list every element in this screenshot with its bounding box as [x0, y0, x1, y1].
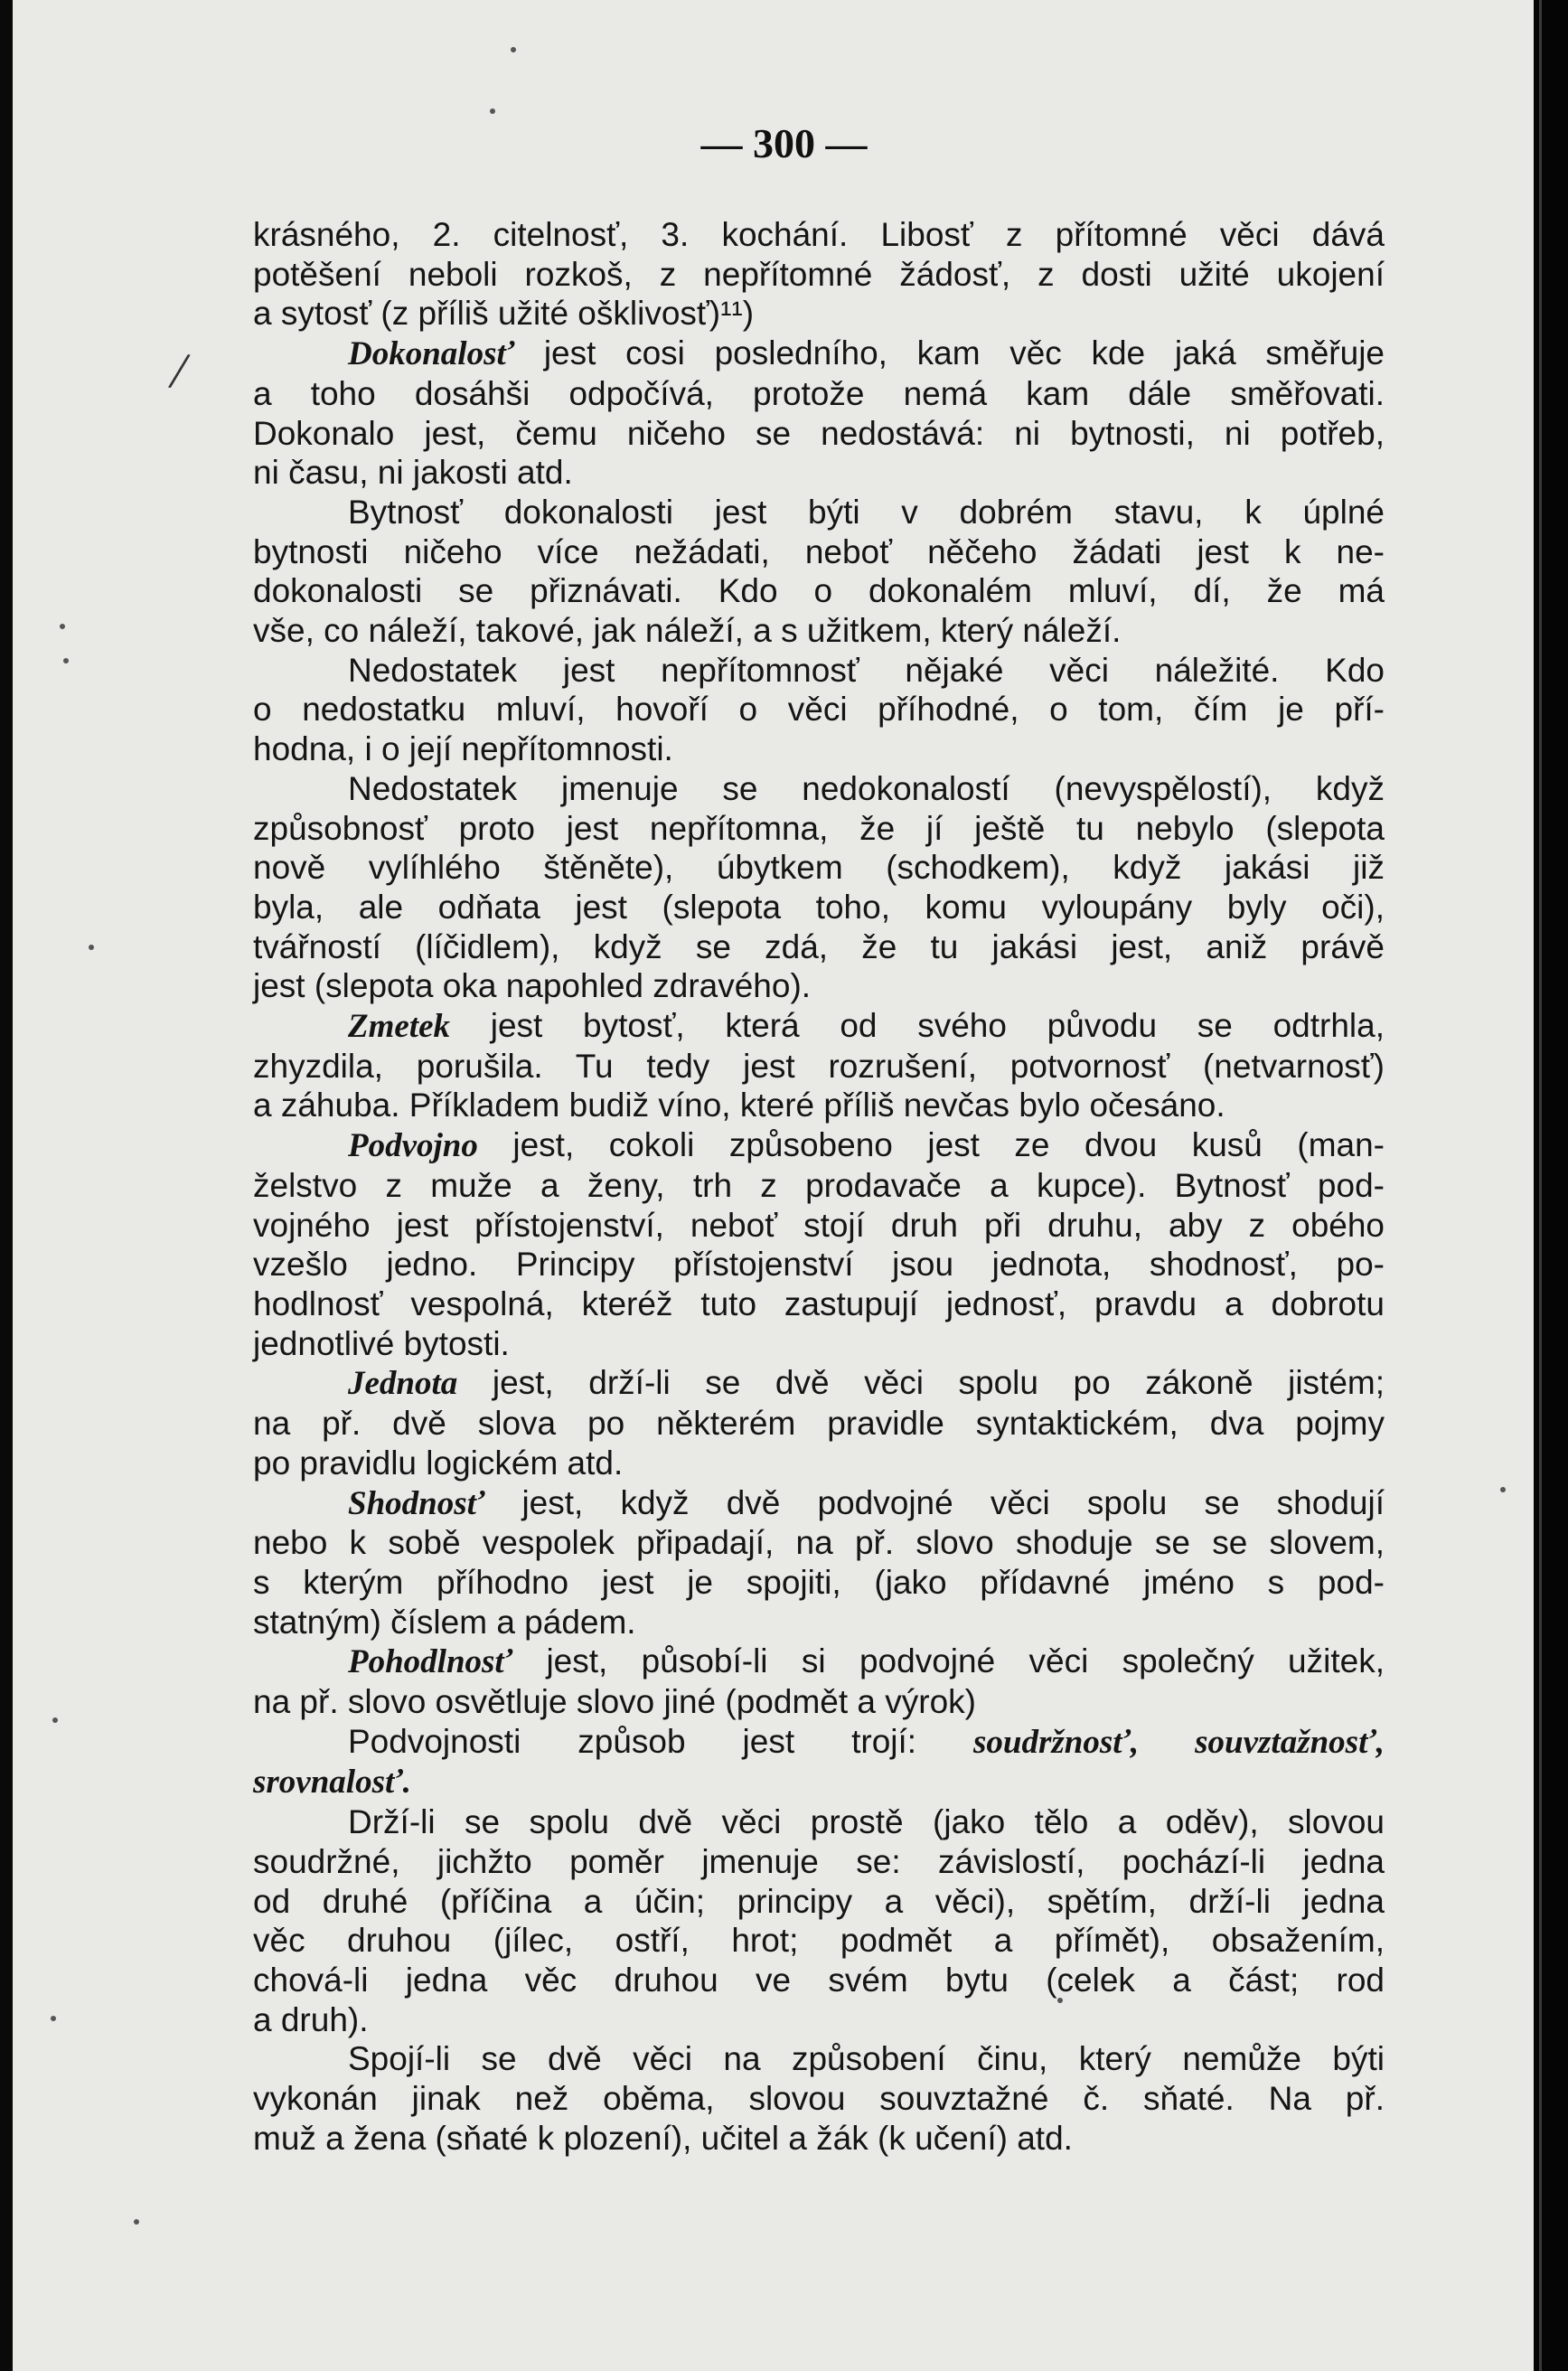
text-line [253, 1006, 1385, 1047]
line-text: ni času, ni jakosti atd. [253, 454, 573, 492]
line-text: jest, když dvě podvojné věci spolu se shodují [484, 1483, 1385, 1521]
text-line [253, 571, 1385, 611]
text-line [253, 1166, 1385, 1206]
line-text: s kterým příhodno jest je spojiti, (jako přídavné jméno s pod- [253, 1563, 1385, 1601]
line-text: jest, drží-li se dvě věci spolu po zákoně jistém; [457, 1364, 1385, 1402]
line-text: Podvojnosti způsob jest trojí: [348, 1722, 974, 1760]
text-line [253, 729, 1385, 769]
text-line [253, 1882, 1385, 1922]
text-line [253, 966, 1385, 1006]
text-line [253, 215, 1385, 255]
line-text: a toho dosáhši odpočívá, protože nemá kam dále směřovati. [253, 374, 1385, 412]
line-text: byla, ale odňata jest (slepota toho, komu vyloupány byly oči), [253, 888, 1385, 926]
text-line [253, 414, 1385, 454]
italic-term: Pohodlnosť [348, 1643, 513, 1681]
text-line [253, 888, 1385, 927]
line-text: způsobnosť proto jest nepřítomna, že jí ještě tu nebylo (slepota [253, 809, 1385, 847]
line-text: na př. dvě slova po některém pravidle syntaktickém, dva pojmy [253, 1405, 1385, 1443]
line-text: o nedostatku mluví, hovoří o věci příhodné, o tom, čím je pří- [253, 691, 1385, 729]
page-number: — 300 — [700, 120, 868, 166]
text-line [253, 1324, 1385, 1364]
text-line [253, 1444, 1385, 1483]
speck [63, 658, 69, 663]
line-text: Drží-li se spolu dvě věci prostě (jako tělo a oděv), slovou [348, 1803, 1385, 1841]
line-text: Nedostatek jmenuje se nedokonalostí (nevyspělostí), když [348, 769, 1385, 807]
line-text: na př. slovo osvětluje slovo jiné (podmět a výrok) [253, 1683, 976, 1721]
line-text: bytnosti ničeho více nežádati, neboť něčeho žádati jest k ne- [253, 532, 1385, 570]
text-line [253, 611, 1385, 651]
text-line [253, 1245, 1385, 1284]
line-text: krásného, 2. citelnosť, 3. kochání. Libosť z přítomné věci dává [253, 216, 1385, 253]
text-line [253, 1642, 1385, 1682]
line-text: statným) číslem a pádem. [253, 1603, 636, 1641]
text-line [253, 1722, 1385, 1763]
text-line [253, 651, 1385, 691]
speck [60, 624, 65, 629]
line-text: jednotlivé bytosti. [253, 1324, 510, 1362]
line-text: vykonán jinak než oběma, slovou souvztažné č. sňaté. Na př. [253, 2080, 1385, 2118]
italic-term: srovnalosť. [253, 1764, 411, 1802]
line-text: a druh). [253, 2000, 369, 2038]
text-line [253, 1842, 1385, 1882]
line-text: po pravidlu logickém atd. [253, 1444, 624, 1482]
line-text: Spojí-li se dvě věci na způsobení činu, který nemůže býti [348, 2040, 1385, 2078]
line-text: Dokonalo jest, čemu ničeho se nedostává: ni bytnosti, ni potřeb, [253, 414, 1385, 452]
italic-term: Jednota [348, 1365, 458, 1403]
italic-term: Dokonalosť [348, 335, 515, 373]
line-text: dokonalosti se přiznávati. Kdo o dokonalém mluví, dí, že má [253, 572, 1385, 610]
text-line [253, 1284, 1385, 1324]
text-line [253, 1125, 1385, 1166]
text-line [253, 1483, 1385, 1524]
italic-term: Zmetek [348, 1008, 451, 1046]
text-line [253, 1206, 1385, 1246]
text-line [253, 1802, 1385, 1842]
scan-edge [1534, 0, 1568, 2371]
line-text: chová-li jedna věc druhou ve svém bytu (celek a část; rod [253, 1961, 1385, 1999]
line-text: potěšení neboli rozkoš, z nepřítomné žádosť, z dosti užité ukojení [253, 255, 1385, 293]
text-line [253, 2119, 1385, 2159]
line-text: tvářností (líčidlem), když se zdá, že tu jakási jest, aniž právě [253, 927, 1385, 965]
text-line [253, 1762, 1385, 1802]
line-text: od druhé (příčina a účin; principy a věci), spětím, drží-li jedna [253, 1882, 1385, 1920]
text-line [253, 2000, 1385, 2040]
italic-term: Shodnosť [348, 1484, 485, 1522]
text-line [253, 848, 1385, 888]
line-text: hodlnosť vespolná, kteréž tuto zastupují jednosť, pravdu a dobrotu [253, 1284, 1385, 1322]
text-line [253, 809, 1385, 849]
line-text: vše, co náleží, takové, jak náleží, a s užitkem, který náleží. [253, 612, 1122, 650]
text-line [253, 1047, 1385, 1087]
text-line [253, 334, 1385, 374]
text-line [253, 1363, 1385, 1404]
line-text: zhyzdila, porušila. Tu tedy jest rozrušení, potvornosť (netvarnosť) [253, 1047, 1385, 1085]
line-text: jest, cokoli způsobeno jest ze dvou kusů (man- [477, 1126, 1385, 1164]
text-line [253, 294, 1385, 334]
text-line [253, 1086, 1385, 1125]
line-text: hodna, i o její nepřítomnosti. [253, 730, 673, 768]
text-line [253, 493, 1385, 532]
scan-edge-line [1539, 0, 1542, 2371]
line-text: Nedostatek jest nepřítomnosť nějaké věci náležité. Kdo [348, 651, 1385, 689]
text-line [253, 1563, 1385, 1603]
text-line [253, 2079, 1385, 2119]
text-line [253, 1404, 1385, 1444]
line-text: nově vylíhlého štěněte), úbytkem (schodkem), když jakási již [253, 849, 1385, 887]
italic-term: Podvojno [348, 1127, 478, 1165]
text-line [253, 453, 1385, 493]
line-text: jest, působí-li si podvojné věci společný užitek, [512, 1642, 1385, 1680]
speck [1500, 1487, 1506, 1492]
text-line [253, 1682, 1385, 1722]
line-text: jest bytosť, která od svého původu se odtrhla, [450, 1007, 1385, 1045]
margin-mark: / [165, 339, 193, 402]
line-text: jest (slepota oka napohled zdravého). [253, 967, 812, 1005]
speck [490, 108, 495, 114]
text-line [253, 532, 1385, 572]
text-line [253, 374, 1385, 414]
line-text: věc druhou (jílec, ostří, hrot; podmět a přímět), obsažením, [253, 1922, 1385, 1960]
text-line [253, 255, 1385, 295]
line-text: soudržné, jichžto poměr jmenuje se: závislostí, pochází-li jedna [253, 1842, 1385, 1880]
text-line [253, 2039, 1385, 2079]
text-line [253, 1961, 1385, 2000]
line-text: a sytosť (z příliš užité ošklivosť)¹¹) [253, 295, 755, 333]
text-line [253, 1603, 1385, 1642]
text-line [253, 927, 1385, 967]
italic-term: soudržnosť, souvztažnosť, [973, 1723, 1385, 1761]
line-text: vzešlo jedno. Principy přístojenství jsou jednota, shodnosť, po- [253, 1246, 1385, 1284]
speck [52, 1717, 58, 1723]
line-text: Bytnosť dokonalosti jest býti v dobrém stavu, k úplné [348, 493, 1385, 531]
text-line [253, 1921, 1385, 1961]
speck [511, 47, 516, 52]
text-line [253, 690, 1385, 729]
speck [89, 945, 94, 950]
speck [51, 2016, 56, 2021]
line-text: vojného jest přístojenství, neboť stojí druh při druhu, aby z obého [253, 1206, 1385, 1244]
line-text: muž a žena (sňaté k plození), učitel a žák (k učení) atd. [253, 2119, 1073, 2157]
line-text: jest cosi posledního, kam věc kde jaká směřuje [514, 334, 1385, 372]
line-text: a záhuba. Příkladem budiž víno, které příliš nevčas bylo očesáno. [253, 1087, 1225, 1124]
line-text: želstvo z muže a ženy, trh z prodavače a kupce). Bytnosť pod- [253, 1166, 1385, 1204]
speck [134, 2219, 139, 2225]
text-line [253, 1523, 1385, 1563]
body-text [253, 215, 1385, 2158]
line-text: nebo k sobě vespolek připadají, na př. slovo shoduje se se slovem, [253, 1524, 1385, 1562]
text-line [253, 769, 1385, 809]
